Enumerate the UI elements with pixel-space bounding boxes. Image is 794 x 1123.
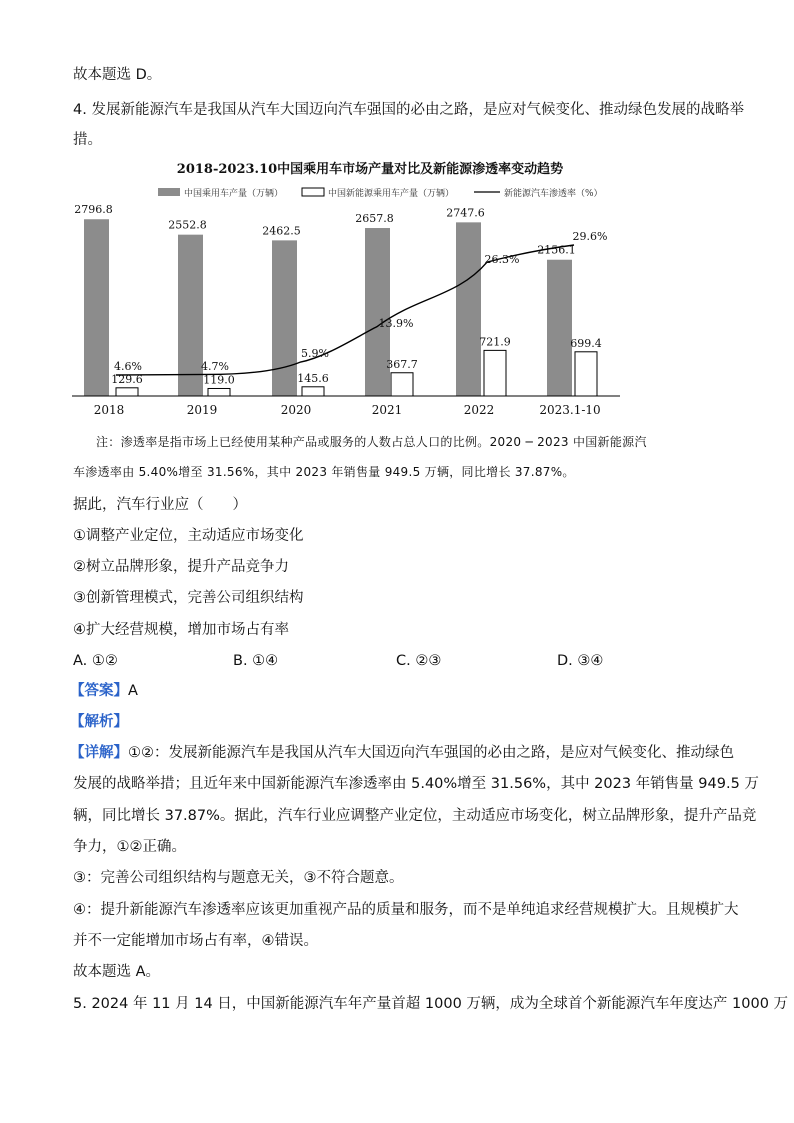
legend-label-nev: 中国新能源乘用车产量（万辆） — [328, 189, 455, 199]
bar-nev-0 — [116, 388, 138, 396]
detail-line-7: 并不一定能增加市场占有率，④错误。 — [73, 933, 318, 949]
label-rate-2: 5.9% — [301, 347, 329, 360]
label-total-5: 2156.1 — [537, 243, 576, 257]
detail-line-2: 发展的战略举措；且近年来中国新能源汽车渗透率由 5.40%增至 31.56%，其中 2023 年销售量 949.5 万 — [73, 776, 759, 792]
legend-swatch-nev — [302, 188, 324, 196]
label-rate-1: 4.7% — [201, 360, 229, 373]
x-tick-0: 2018 — [93, 403, 125, 417]
bar-total-0 — [84, 219, 109, 396]
option-a: A. ①② — [73, 653, 118, 669]
detail-line-8: 故本题选 A。 — [73, 964, 161, 980]
x-tick-2: 2020 — [280, 403, 312, 417]
statement-1: ①调整产业定位，主动适应市场变化 — [73, 528, 304, 544]
label-total-1: 2552.8 — [168, 218, 207, 232]
label-nev-3: 367.7 — [386, 357, 418, 371]
label-rate-4: 26.3% — [484, 253, 520, 266]
option-d: D. ③④ — [557, 653, 604, 669]
statement-4: ④扩大经营规模，增加市场占有率 — [73, 622, 289, 638]
label-total-2: 2462.5 — [262, 224, 301, 238]
question-4-line-2: 措。 — [73, 132, 102, 148]
detail-line-6: ④：提升新能源汽车渗透率应该更加重视产品的质量和服务，而不是单纯追求经营规模扩大。且规模扩大 — [73, 902, 739, 918]
chart-note-line-2: 车渗透率由 5.40%增至 31.56%，其中 2023 年销售量 949.5 万辆，同比增长 37.87%。 — [73, 465, 575, 479]
bar-nev-5 — [575, 352, 597, 396]
legend-swatch-total — [158, 188, 180, 196]
x-tick-4: 2022 — [463, 403, 495, 417]
label-total-0: 2796.8 — [74, 203, 113, 217]
bar-nev-2 — [302, 387, 324, 396]
detail-line-5: ③：完善公司组织结构与题意无关，③不符合题意。 — [73, 870, 404, 886]
detail-text-1: ①②：发展新能源汽车是我国从汽车大国迈向汽车强国的必由之路，是应对气候变化、推动绿色 — [128, 745, 734, 761]
bar-total-1 — [178, 235, 203, 396]
legend-label-total: 中国乘用车产量（万辆） — [184, 189, 284, 199]
bar-total-2 — [272, 240, 297, 396]
option-b: B. ①④ — [233, 653, 279, 669]
detail-line-4: 争力，①②正确。 — [73, 839, 186, 855]
option-c: C. ②③ — [396, 653, 442, 669]
bar-total-5 — [547, 260, 572, 396]
label-nev-4: 721.9 — [479, 335, 511, 349]
detail-tag: 【详解】 — [70, 745, 128, 761]
chart-note-line-1: 注：渗透率是指市场上已经使用某种产品或服务的人数占总人口的比例。2020 ─ 2023 中国新能源汽 — [96, 435, 647, 449]
label-rate-5: 29.6% — [572, 230, 608, 243]
chart-legend — [158, 187, 603, 199]
label-total-4: 2747.6 — [446, 206, 485, 220]
label-nev-2: 145.6 — [297, 371, 329, 385]
bar-total-4 — [456, 222, 481, 396]
legend-label-rate: 新能源汽车渗透率（%） — [504, 189, 603, 199]
question-4-line-1: 4. 发展新能源汽车是我国从汽车大国迈向汽车强国的必由之路，是应对气候变化、推动绿色发展的战略举 — [73, 102, 744, 118]
statement-2: ②树立品牌形象，提升产品竞争力 — [73, 559, 289, 575]
line-prev-answer: 故本题选 D。 — [73, 67, 162, 83]
statement-3: ③创新管理模式，完善公司组织结构 — [73, 590, 304, 606]
analysis-heading: 【解析】 — [70, 714, 128, 730]
bar-nev-1 — [208, 388, 230, 396]
label-nev-1: 119.0 — [203, 373, 235, 387]
x-tick-1: 2019 — [186, 403, 218, 417]
bar-nev-3 — [391, 373, 413, 396]
bar-total-3 — [365, 228, 390, 396]
question-5-line-1: 5. 2024 年 11 月 14 日，中国新能源汽车年产量首超 1000 万辆，成为全球首个新能源汽车年度达产 1000 万 — [73, 996, 789, 1012]
detail-line-1 — [70, 743, 734, 763]
x-tick-5: 2023.1-10 — [539, 403, 601, 417]
label-nev-5: 699.4 — [570, 336, 602, 350]
label-rate-0: 4.6% — [114, 360, 142, 373]
x-tick-3: 2021 — [371, 403, 403, 417]
production-chart — [0, 156, 794, 418]
chart-title: 2018-2023.10中国乘用车市场产量对比及新能源渗透率变动趋势 — [176, 162, 564, 177]
label-total-3: 2657.8 — [355, 212, 394, 226]
bar-nev-4 — [484, 350, 506, 396]
label-nev-0: 129.6 — [111, 372, 143, 386]
label-rate-3: 13.9% — [378, 317, 414, 330]
answer-line — [70, 681, 138, 701]
answer-tag: 【答案】 — [70, 683, 128, 699]
detail-line-3: 辆，同比增长 37.87%。据此，汽车行业应调整产业定位，主动适应市场变化，树立品牌形象，提升产品竞 — [73, 808, 757, 824]
answer-value: A — [128, 683, 138, 699]
question-stem: 据此，汽车行业应（ ） — [73, 497, 247, 513]
